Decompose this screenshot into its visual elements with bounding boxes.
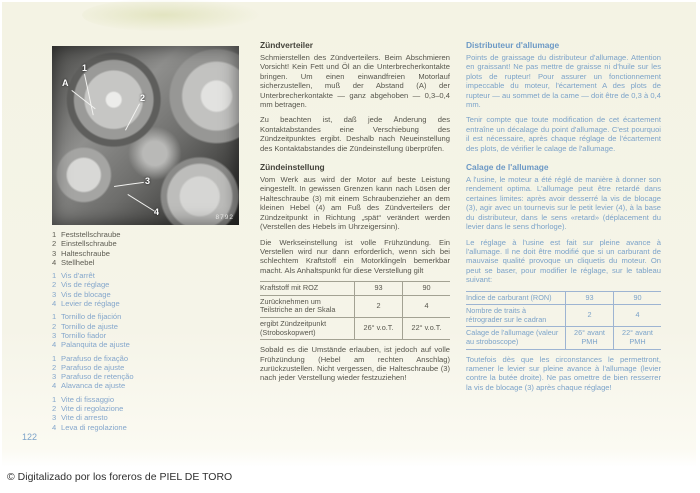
caption-group-spanish xyxy=(52,312,252,349)
fr-heading-calage: Calage de l'allumage xyxy=(466,162,549,173)
caption-group-french xyxy=(52,271,252,308)
caption-group-german xyxy=(52,230,252,267)
caption-line: 4 Stellhebel xyxy=(52,257,95,267)
de-tuning-table xyxy=(260,281,450,340)
table-cell-value: 4 xyxy=(403,295,451,317)
leader-line-3 xyxy=(114,182,144,187)
de-heading-zuendverteiler: Zündverteiler xyxy=(260,40,314,50)
caption-line: 3 Vis de blocage xyxy=(52,289,111,299)
fr-paragraph-1: Points de graissage du distributeur d'allumage. Attention en graissant! Ne pas mettre de graisse ni d'huile sur les plots de rupteur! Pour assurer un fonctionnement impeccable du moteur, l'écartement A des plots de rupteur — au sommet de la came — doit être de 0,3 à 0,4 mm. xyxy=(466,53,661,110)
caption-line: 4 Levier de réglage xyxy=(52,299,120,309)
fr-paragraph-2: Tenir compte que toute modification de cet écartement entraîne un décalage du point d'allumage. C'est pourquoi il est nécessaire, après chaque réglage de l'écartement des plots, de vérifier le calage de l'allumage. xyxy=(466,115,661,153)
table-row xyxy=(260,295,450,317)
caption-lists xyxy=(52,230,252,436)
fr-tuning-table xyxy=(466,291,661,350)
table-cell-label: Nombre de traits à rétrograder sur le cadran xyxy=(466,305,566,327)
table-cell-value: 26° avant PMH xyxy=(566,327,614,349)
caption-line: 1 Feststellschraube xyxy=(52,230,121,239)
table-cell-value: 2 xyxy=(355,295,403,317)
fr-paragraph-5: Toutefois dès que les circonstances le permettront, ramener le levier sur pleine avance à l'allumage (levier contre la butée droite). Ne pas omettre de bien resserrer la vis de blocage (3) après chaque réglage! xyxy=(466,354,661,392)
table-row xyxy=(466,327,661,349)
table-cell-label: ergibt Zündzeitpunkt (Stroboskopwert) xyxy=(260,317,355,339)
german-column xyxy=(260,40,450,389)
table-cell-value: 4 xyxy=(614,305,662,327)
photo-label-4: 4 xyxy=(154,207,160,217)
de-paragraph-1: Schmierstellen des Zündverteilers. Beim Abschmieren Vorsicht! Kein Fett und Öl an die Unterbrecherkontakte bringen. Um einen einwandfreien Motorlauf sicherzustellen, muß der Abstand (A) der Unterbrecherkontakte — ganz abgehoben — 0,3–0,4 mm betragen. xyxy=(260,53,450,110)
scanned-page xyxy=(2,2,696,467)
table-cell-label: Indice de carburant (RON) xyxy=(466,292,552,302)
caption-line: 4 Leva di regolazione xyxy=(52,422,127,432)
caption-group-portuguese xyxy=(52,354,252,391)
photo-label-1: 1 xyxy=(82,63,88,73)
fr-heading-distributeur: Distributeur d'allumage xyxy=(466,40,560,50)
table-row xyxy=(466,305,661,327)
caption-line: 3 Tornillo fiador xyxy=(52,330,107,340)
fr-paragraph-4: Le réglage à l'usine est fait sur pleine avance à l'allumage. Il ne doit être modifié que si un carburant de mauvaise qualité provoque un cliquetis du moteur. On peut se baser, pour modifier le réglage, sur le tableau suivant: xyxy=(466,237,661,285)
caption-line: 3 Parafuso de retenção xyxy=(52,372,134,382)
french-column xyxy=(466,40,661,398)
caption-line: 2 Vite di regolazione xyxy=(52,404,124,414)
caption-line: 2 Tornillo de ajuste xyxy=(52,321,118,331)
table-cell-label: Calage de l'allumage (valeur au stroboscope) xyxy=(466,327,566,349)
table-cell-value: 93 xyxy=(566,291,614,305)
de-paragraph-5: Sobald es die Umstände erlauben, ist jedoch auf volle Frühzündung (Hebel am rechten Anschlag) zurückzustellen. Nicht vergessen, die Halteschraube (3) nach jeder Verstellung wieder festzuziehen! xyxy=(260,345,450,383)
table-row xyxy=(260,282,450,296)
photo-reference-code: 8792 xyxy=(215,214,234,221)
caption-line: 4 Alavanca de ajuste xyxy=(52,381,126,391)
leader-line-4 xyxy=(127,194,155,212)
leader-line-2 xyxy=(125,104,140,131)
table-cell-value: 90 xyxy=(403,282,451,296)
de-heading-zuendeinstellung: Zündeinstellung xyxy=(260,162,325,173)
caption-line: 1 Tornillo de fijación xyxy=(52,312,122,322)
table-cell-value: 93 xyxy=(355,282,403,296)
caption-line: 1 Vite di fissaggio xyxy=(52,394,115,404)
de-paragraph-4: Die Werkseinstellung ist volle Frühzündung. Ein Verstellen wird nur dann erforderlich, wenn sich bei schlechtem Kraftstoff ein Motorklingeln bemerkbar macht. Als Anhaltspunkt für diese Verstellung gilt xyxy=(260,237,450,275)
caption-line: 1 Parafuso de fixação xyxy=(52,353,129,363)
distributor-photo xyxy=(52,46,239,225)
table-row xyxy=(466,291,661,305)
table-cell-value: 26° v.o.T. xyxy=(355,317,403,339)
photo-label-2: 2 xyxy=(140,93,146,103)
fr-paragraph-3: A l'usine, le moteur a été réglé de manière à donner son rendement optima. L'allumage peut être retardé dans certaines limites: après avoir desserré la vis de blocage (3), agir avec un tournevis sur le petit levier (4), à la base du distributeur, dans le sens «retard» (déplacement du levier dans le sens d'horloge). xyxy=(466,175,661,232)
leader-line-1 xyxy=(84,74,94,115)
table-cell-value: 2 xyxy=(566,305,614,327)
caption-line: 1 Vis d'arrêt xyxy=(52,271,95,281)
caption-line: 2 Vis de réglage xyxy=(52,280,110,290)
caption-line: 2 Parafuso de ajuste xyxy=(52,362,125,372)
photo-label-3: 3 xyxy=(145,176,151,186)
caption-line: 3 Halteschraube xyxy=(52,248,110,258)
table-cell-label: Kraftstoff mit ROZ xyxy=(260,283,319,293)
table-row xyxy=(260,317,450,339)
caption-line: 4 Palanquita de ajuste xyxy=(52,340,130,350)
table-cell-value: 22° avant PMH xyxy=(614,327,662,349)
table-cell-value: 22° v.o.T. xyxy=(403,317,451,339)
scan-stain xyxy=(82,0,262,32)
digitization-watermark: © Digitalizado por los foreros de PIEL DE TORO xyxy=(7,471,233,483)
caption-line: 2 Einstellschraube xyxy=(52,239,117,249)
de-paragraph-2: Zu beachten ist, daß jede Änderung des Kontaktabstandes eine Verschiebung des Zündzeitpunktes ergibt. Deshalb nach Neueinstellung des Kontaktabstandes die Zündeinstellung überprüfen. xyxy=(260,115,450,153)
caption-line: 3 Vite di arresto xyxy=(52,413,108,423)
table-cell-value: 90 xyxy=(614,291,662,305)
table-cell-label: Zurücknehmen um Teilstriche an der Skala xyxy=(260,295,355,317)
caption-group-italian xyxy=(52,395,252,432)
page-number: 122 xyxy=(22,432,38,442)
de-paragraph-3: Vom Werk aus wird der Motor auf beste Leistung eingestellt. In gewissen Grenzen kann nach Lösen der Halteschraube (3) mit einem Schraubenzieher an dem kleinen Hebel (4) am Fuß des Zündverteilers der Zündzeitpunkt in Richtung „spät“ verändert werden (Verstellen des Hebels im Uhrzeigersinn). xyxy=(260,175,450,232)
photo-label-a: A xyxy=(62,78,69,88)
